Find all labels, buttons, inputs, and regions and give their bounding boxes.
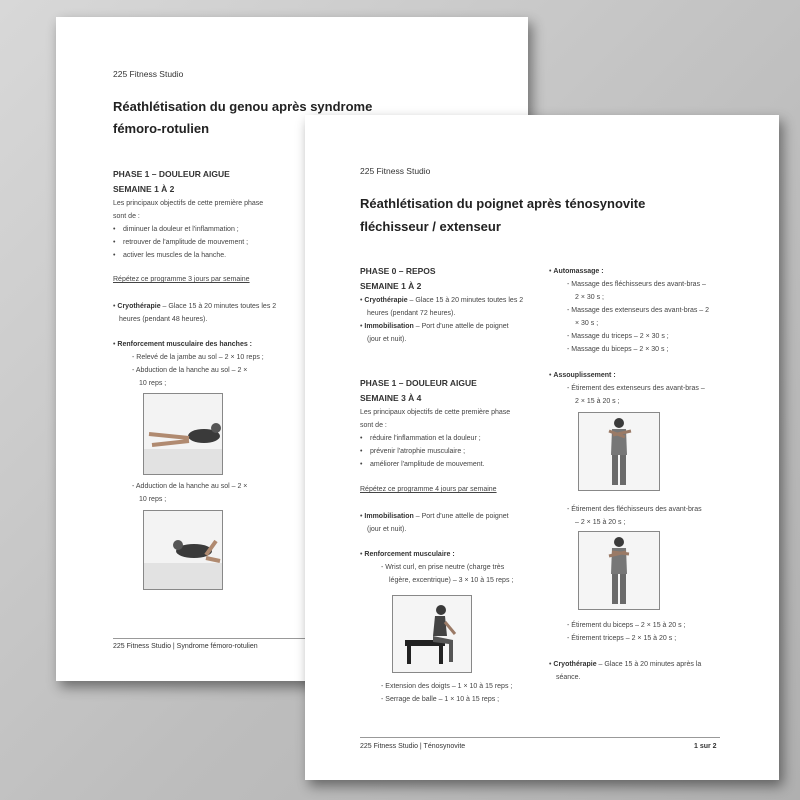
back-objectives-list [113, 223, 248, 262]
back-ex2: - Abduction de la hanche au sol – 2 × [132, 367, 248, 374]
front-etir4: - Étirement triceps – 2 × 15 à 20 s ; [567, 635, 677, 642]
back-title-line1: Réathlétisation du genou après syndrome [113, 99, 373, 114]
front-title-line1: Réathlétisation du poignet après ténosynovite [360, 196, 646, 211]
back-cryo-text: – Glace 15 à 20 minutes toutes les 2 [160, 303, 277, 310]
front-etir3-text: Étirement du biceps – 2 × 15 à 20 s ; [571, 622, 686, 629]
back-ex2-text: Abduction de la hanche au sol – 2 × [135, 367, 248, 374]
front-immo2-item: • Immobilisation – Port d'une attelle de poignet [360, 513, 509, 520]
front-etir2-text: Étirement des fléchisseurs des avant-bras [571, 506, 702, 513]
front-serrage-text: Serrage de balle – 1 × 10 à 15 reps ; [385, 696, 500, 703]
front-etir2: - Étirement des fléchisseurs des avant-bras [567, 506, 702, 513]
back-cryo-label: Cryothérapie [117, 303, 161, 310]
back-ex2b: 10 reps ; [139, 380, 167, 387]
back-phase-heading: PHASE 1 – DOULEUR AIGUE [113, 169, 230, 179]
back-renf-item: • Renforcement musculaire des hanches : [113, 341, 253, 348]
back-title-line2: fémoro-rotulien [113, 121, 210, 136]
front-immo2-label: Immobilisation [364, 513, 414, 520]
front-intro-line2: sont de : [360, 422, 387, 429]
back-semaine-heading: SEMAINE 1 À 2 [113, 184, 175, 194]
front-footer-divider [360, 737, 720, 738]
front-studio-name: 225 Fitness Studio [360, 166, 431, 176]
front-cryo2-label: Cryothérapie [553, 661, 597, 668]
front-wrist-line2: légère, excentrique) – 3 × 10 à 15 reps ; [389, 577, 514, 584]
back-footer: 225 Fitness Studio | Syndrome fémoro-rotulien [113, 643, 258, 650]
front-mass3: - Massage du triceps – 2 × 30 s ; [567, 333, 669, 340]
front-repeat-note: Répétez ce programme 4 jours par semaine [360, 486, 497, 493]
front-mass4-text: Massage du biceps – 2 × 30 s ; [571, 346, 669, 353]
front-auto-item: • Automassage : [549, 268, 604, 275]
front-cryo2-item: • Cryothérapie – Glace 15 à 20 minutes après la [549, 661, 702, 668]
front-mass2b: × 30 s ; [575, 320, 599, 327]
front-cryo-label: Cryothérapie [364, 297, 408, 304]
front-etir2b: – 2 × 15 à 20 s ; [575, 519, 626, 526]
back-renf-label: Renforcement musculaire des hanches : [117, 341, 253, 348]
front-immo2-text: – Port d'une attelle de poignet [413, 513, 509, 520]
exercise-image-wrist-curl [393, 596, 471, 672]
exercise-image-abduction [144, 394, 222, 474]
front-mass3-text: Massage du triceps – 2 × 30 s ; [571, 333, 669, 340]
front-cryo-text2: heures (pendant 72 heures). [367, 310, 456, 317]
front-cryo-item: • Cryothérapie – Glace 15 à 20 minutes toutes les 2 [360, 297, 524, 304]
back-photo-adduction [143, 510, 223, 590]
front-etir1-text: Étirement des extenseurs des avant-bras – [571, 385, 705, 392]
front-photo-etirement-flechisseurs [578, 531, 660, 610]
back-ex1-text: Relevé de la jambe au sol – 2 × 10 reps ; [136, 354, 264, 361]
list-item: • réduire l'inflammation et la douleur ; [360, 432, 485, 445]
front-mass2-text: Massage des extenseurs des avant-bras – 2 [571, 307, 710, 314]
back-cryo-item: • Cryothérapie – Glace 15 à 20 minutes toutes les 2 [113, 303, 277, 310]
front-footer: 225 Fitness Studio | Ténosynovite [360, 743, 466, 750]
front-wrist-line1: - Wrist curl, en prise neutre (charge très [381, 564, 505, 571]
front-immo-item: • Immobilisation – Port d'une attelle de poignet [360, 323, 509, 330]
back-repeat-note: Répétez ce programme 3 jours par semaine [113, 276, 250, 283]
front-cryo2-text: – Glace 15 à 20 minutes après la [596, 661, 702, 668]
front-renf-label: Renforcement musculaire : [364, 551, 455, 558]
back-ex3: - Adduction de la hanche au sol – 2 × [132, 483, 248, 490]
front-page-number: 1 sur 2 [694, 743, 717, 750]
exercise-image-adduction [144, 511, 222, 589]
back-intro-line2: sont de : [113, 213, 140, 220]
front-sem1-heading: SEMAINE 3 À 4 [360, 393, 422, 403]
front-cryo-text: – Glace 15 à 20 minutes toutes les 2 [407, 297, 524, 304]
front-phase1-heading: PHASE 1 – DOULEUR AIGUE [360, 378, 477, 388]
front-immo-text2: (jour et nuit). [367, 336, 407, 343]
back-cryo-text2: heures (pendant 48 heures). [119, 316, 208, 323]
front-title-line2: fléchisseur / extenseur [360, 219, 501, 234]
front-etir1b: 2 × 15 à 20 s ; [575, 398, 620, 405]
front-objectives-list [360, 432, 485, 471]
front-cryo2-text2: séance. [556, 674, 581, 681]
back-ex1: - Relevé de la jambe au sol – 2 × 10 reps ; [132, 354, 264, 361]
front-immo2-text2: (jour et nuit). [367, 526, 407, 533]
front-immo-text: – Port d'une attelle de poignet [413, 323, 509, 330]
front-mass2: - Massage des extenseurs des avant-bras – 2 [567, 307, 710, 314]
front-ext-doigts-text: Extension des doigts – 1 × 10 à 15 reps ; [385, 683, 513, 690]
front-intro-line1: Les principaux objectifs de cette première phase [360, 409, 511, 416]
front-assoupl-item: • Assouplissement : [549, 372, 616, 379]
front-etir4-text: Étirement triceps – 2 × 15 à 20 s ; [571, 635, 677, 642]
list-item: • améliorer l'amplitude de mouvement. [360, 458, 485, 471]
front-page [305, 115, 779, 780]
front-photo-etirement-extenseurs [578, 412, 660, 491]
front-phase0-heading: PHASE 0 – REPOS [360, 266, 436, 276]
list-item: • diminuer la douleur et l'inflammation ; [113, 223, 248, 236]
front-mass4: - Massage du biceps – 2 × 30 s ; [567, 346, 669, 353]
back-intro-line1: Les principaux objectifs de cette première phase [113, 200, 264, 207]
front-immo-label: Immobilisation [364, 323, 414, 330]
list-item: • prévenir l'atrophie musculaire ; [360, 445, 485, 458]
front-etir1: - Étirement des extenseurs des avant-bras – [567, 385, 705, 392]
list-item: • activer les muscles de la hanche. [113, 249, 248, 262]
front-etir3: - Étirement du biceps – 2 × 15 à 20 s ; [567, 622, 686, 629]
stretch-image-2 [579, 532, 659, 609]
front-ext-doigts: - Extension des doigts – 1 × 10 à 15 reps ; [381, 683, 513, 690]
back-photo-abduction [143, 393, 223, 475]
back-studio-name: 225 Fitness Studio [113, 69, 184, 79]
front-mass1b: 2 × 30 s ; [575, 294, 604, 301]
back-ex3-text: Adduction de la hanche au sol – 2 × [135, 483, 248, 490]
front-assoupl-label: Assouplissement : [553, 372, 616, 379]
front-photo-wrist-curl [392, 595, 472, 673]
list-item: • retrouver de l'amplitude de mouvement ; [113, 236, 248, 249]
front-mass1-text: Massage des fléchisseurs des avant-bras – [571, 281, 706, 288]
back-ex3b: 10 reps ; [139, 496, 167, 503]
front-mass1: - Massage des fléchisseurs des avant-bras – [567, 281, 706, 288]
front-serrage: - Serrage de balle – 1 × 10 à 15 reps ; [381, 696, 500, 703]
stretch-image-1 [579, 413, 659, 490]
front-auto-label: Automassage : [553, 268, 604, 275]
front-sem0-heading: SEMAINE 1 À 2 [360, 281, 422, 291]
front-renf-item: • Renforcement musculaire : [360, 551, 455, 558]
front-wrist-text1: Wrist curl, en prise neutre (charge très [385, 564, 505, 571]
